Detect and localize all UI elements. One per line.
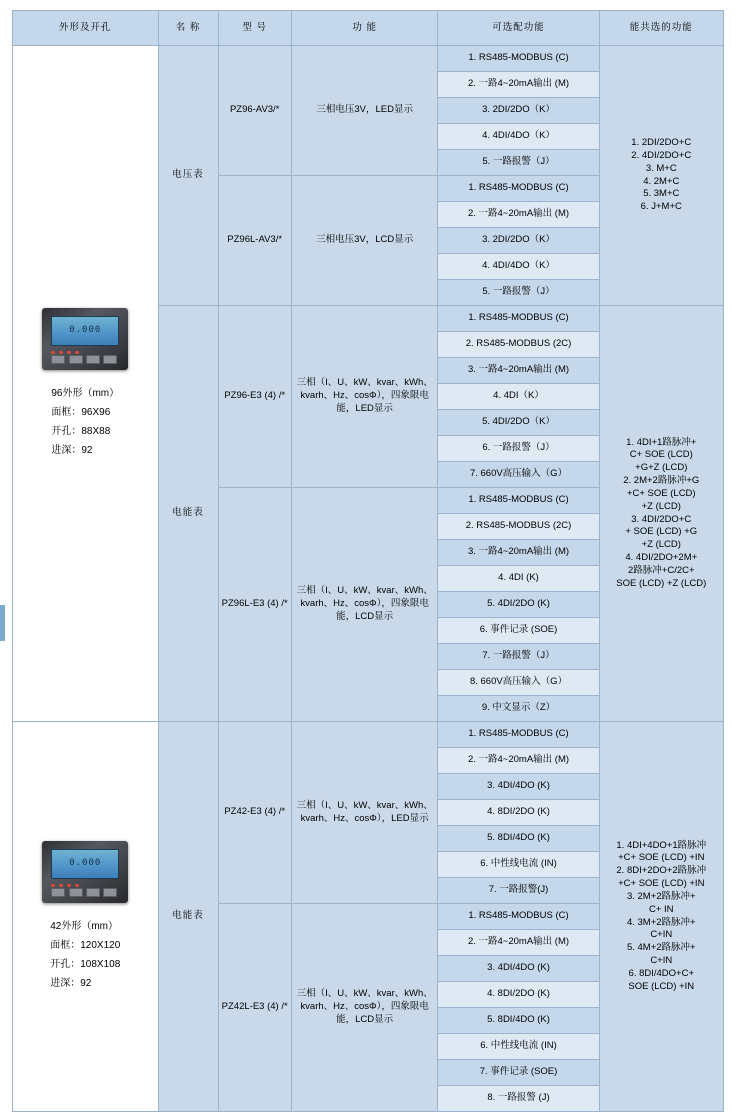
meter-display-42 (51, 849, 119, 879)
meter-button-row-42 (51, 888, 117, 897)
meter-display-96 (51, 316, 119, 346)
option-item: 4. 4DI/4DO（K） (438, 124, 599, 150)
option-item: 4. 4DI/4DO（K） (438, 254, 599, 280)
combo-line: 2路脉冲+C/2C+ (628, 564, 695, 576)
meter-digits-42: 0.000 (69, 858, 102, 868)
option-item: 6. 一路报警（J） (438, 436, 599, 462)
option-item: 4. 4DI（K） (438, 384, 599, 410)
option-item: 5. 8DI/4DO (K) (438, 1008, 599, 1034)
option-item: 2. 一路4~20mA输出 (M) (438, 748, 599, 774)
combo-list-energy-42 (599, 722, 723, 1112)
option-item: 3. 一路4~20mA输出 (M) (438, 358, 599, 384)
option-item: 4. 8DI/2DO (K) (438, 982, 599, 1008)
model-pz42l-e3: PZ42L-E3 (4) /* (218, 904, 291, 1112)
option-item: 6. 中性线电流 (IN) (438, 1034, 599, 1060)
model-pz42-e3: PZ42-E3 (4) /* (218, 722, 291, 904)
option-item: 1. RS485-MODBUS (C) (438, 46, 599, 72)
option-item: 5. 4DI/2DO（K） (438, 410, 599, 436)
caption-line: 开孔：108X108 (50, 958, 121, 970)
option-item: 3. 4DI/4DO (K) (438, 774, 599, 800)
caption-line: 42外形（mm） (50, 920, 119, 932)
option-item: 4. 8DI/2DO (K) (438, 800, 599, 826)
combo-line: 1. 2DI/2DO+C (631, 137, 692, 149)
option-item: 7. 事件记录 (SOE) (438, 1060, 599, 1086)
function-pz96-e3: 三相（I、U、kW、kvar、kWh、kvarh、Hz、cosΦ），四象限电能，LED显示 (291, 306, 438, 488)
option-item: 5. 一路报警（J） (438, 150, 599, 176)
function-pz96l-e3: 三相（I、U、kW、kvar、kWh、kvarh、Hz、cosΦ），四象限电能，LCD显示 (291, 488, 438, 722)
option-item: 2. 一路4~20mA输出 (M) (438, 930, 599, 956)
option-item: 7. 660V高压输入（G） (438, 462, 599, 488)
option-item: 1. RS485-MODBUS (C) (438, 722, 599, 748)
table-row (13, 722, 724, 748)
combo-line: 1. 4DI+4DO+1路脉冲 (616, 839, 707, 851)
option-item: 3. 4DI/4DO (K) (438, 956, 599, 982)
combo-line: C+ IN (648, 903, 674, 915)
option-item: 5. 一路报警（J） (438, 280, 599, 306)
option-item: 8. 660V高压输入（G） (438, 670, 599, 696)
combo-list-energy-96 (599, 306, 723, 722)
combo-line: +C+ SOE (LCD) +IN (618, 852, 705, 864)
category-name-voltage-meter: 电压表 (158, 46, 218, 306)
header-function: 功 能 (291, 11, 438, 46)
category-name-energy-meter-42: 电能表 (158, 722, 218, 1112)
option-item: 2. RS485-MODBUS (2C) (438, 332, 599, 358)
combo-line: SOE (LCD) +Z (LCD) (616, 577, 707, 589)
combo-line: 3. 4DI/2DO+C (631, 513, 692, 525)
option-item: 9. 中文显示（Z） (438, 696, 599, 722)
combo-line: 5. 4M+2路脉冲+ (626, 942, 696, 954)
combo-line: C+IN (650, 954, 673, 966)
option-item: 1. RS485-MODBUS (C) (438, 904, 599, 930)
header-combinable-function: 能共选的功能 (599, 11, 723, 46)
option-item: 3. 一路4~20mA输出 (M) (438, 540, 599, 566)
meter-caption-96 (51, 384, 119, 460)
combo-line: 3. M+C (645, 162, 677, 174)
combo-line: 6. 8DI/4DO+C+ (628, 967, 695, 979)
combo-line: 4. 3M+2路脉冲+ (626, 916, 696, 928)
combo-line: +C+ SOE (LCD) +IN (618, 878, 705, 890)
header-optional-function: 可选配功能 (438, 11, 599, 46)
combo-line: 4. 2M+C (643, 175, 680, 187)
spec-sheet-page (0, 10, 736, 1104)
category-name-energy-meter-96: 电能表 (158, 306, 218, 722)
option-item: 8. 一路报警 (J) (438, 1086, 599, 1112)
caption-line: 进深：92 (51, 444, 93, 456)
combo-line: 2. 2M+2路脉冲+G (623, 475, 700, 487)
combo-line: SOE (LCD) +IN (628, 980, 695, 992)
caption-line: 面框：120X120 (50, 939, 121, 951)
caption-line: 进深：92 (50, 977, 92, 989)
table-row (13, 46, 724, 72)
page-edge-marker (0, 605, 5, 641)
combo-line: +Z (LCD) (641, 500, 681, 512)
header-model: 型 号 (218, 11, 291, 46)
meter-caption-42 (50, 917, 120, 993)
option-item: 2. RS485-MODBUS (2C) (438, 514, 599, 540)
combo-line: 1. 4DI+1路脉冲+ (626, 436, 697, 448)
model-pz96l-av3: PZ96L-AV3/* (218, 176, 291, 306)
option-item: 3. 2DI/2DO（K） (438, 98, 599, 124)
option-item: 1. RS485-MODBUS (C) (438, 176, 599, 202)
model-pz96l-e3: PZ96L-E3 (4) /* (218, 488, 291, 722)
combo-line: 5. 3M+C (643, 188, 680, 200)
combo-line: +G+Z (LCD) (635, 462, 688, 474)
meter-digits-96: 0.000 (69, 325, 102, 335)
combo-line: C+IN (650, 929, 673, 941)
option-item: 6. 中性线电流 (IN) (438, 852, 599, 878)
combo-list-voltage (599, 46, 723, 306)
product-spec-table (12, 10, 724, 1112)
option-item: 5. 8DI/4DO (K) (438, 826, 599, 852)
option-item: 7. 一路报警（J） (438, 644, 599, 670)
caption-line: 开孔：88X88 (51, 425, 111, 437)
option-item: 4. 4DI (K) (438, 566, 599, 592)
meter-led-row-96 (51, 351, 117, 354)
combo-line: +Z (LCD) (641, 539, 681, 551)
combo-line: 6. J+M+C (640, 201, 682, 213)
meter-photo-96 (42, 308, 128, 370)
meter-led-row-42 (51, 884, 117, 887)
option-item: 5. 4DI/2DO (K) (438, 592, 599, 618)
option-item: 7. 一路报警(J) (438, 878, 599, 904)
model-pz96-e3: PZ96-E3 (4) /* (218, 306, 291, 488)
function-pz96-av3: 三相电压3V，LED显示 (291, 46, 438, 176)
product-photo-cell-96 (13, 46, 159, 722)
combo-line: 4. 4DI/2DO+2M+ (625, 551, 698, 563)
product-photo-cell-42 (13, 722, 159, 1112)
header-outline: 外形及开孔 (13, 11, 159, 46)
caption-line: 96外形（mm） (51, 387, 120, 399)
meter-photo-42 (42, 841, 128, 903)
model-pz96-av3: PZ96-AV3/* (218, 46, 291, 176)
option-item: 1. RS485-MODBUS (C) (438, 488, 599, 514)
caption-line: 面框：96X96 (51, 406, 111, 418)
meter-button-row-96 (51, 355, 117, 364)
combo-line: C+ SOE (LCD) (629, 449, 693, 461)
combo-line: + SOE (LCD) +G (625, 526, 698, 538)
table-header-row (13, 11, 724, 46)
combo-line: +C+ SOE (LCD) (626, 487, 696, 499)
option-item: 1. RS485-MODBUS (C) (438, 306, 599, 332)
option-item: 2. 一路4~20mA输出 (M) (438, 72, 599, 98)
function-pz96l-av3: 三相电压3V，LCD显示 (291, 176, 438, 306)
option-item: 6. 事件记录 (SOE) (438, 618, 599, 644)
header-name: 名 称 (158, 11, 218, 46)
option-item: 3. 2DI/2DO（K） (438, 228, 599, 254)
option-item: 2. 一路4~20mA输出 (M) (438, 202, 599, 228)
function-pz42-e3: 三相（I、U、kW、kvar、kWh、kvarh、Hz、cosΦ），LED显示 (291, 722, 438, 904)
combo-line: 3. 2M+2路脉冲+ (626, 890, 696, 902)
combo-line: 2. 8DI+2DO+2路脉冲 (616, 865, 707, 877)
function-pz42l-e3: 三相（I、U、kW、kvar、kWh、kvarh、Hz、cosΦ），四象限电能，LCD显示 (291, 904, 438, 1112)
combo-line: 2. 4DI/2DO+C (631, 149, 692, 161)
